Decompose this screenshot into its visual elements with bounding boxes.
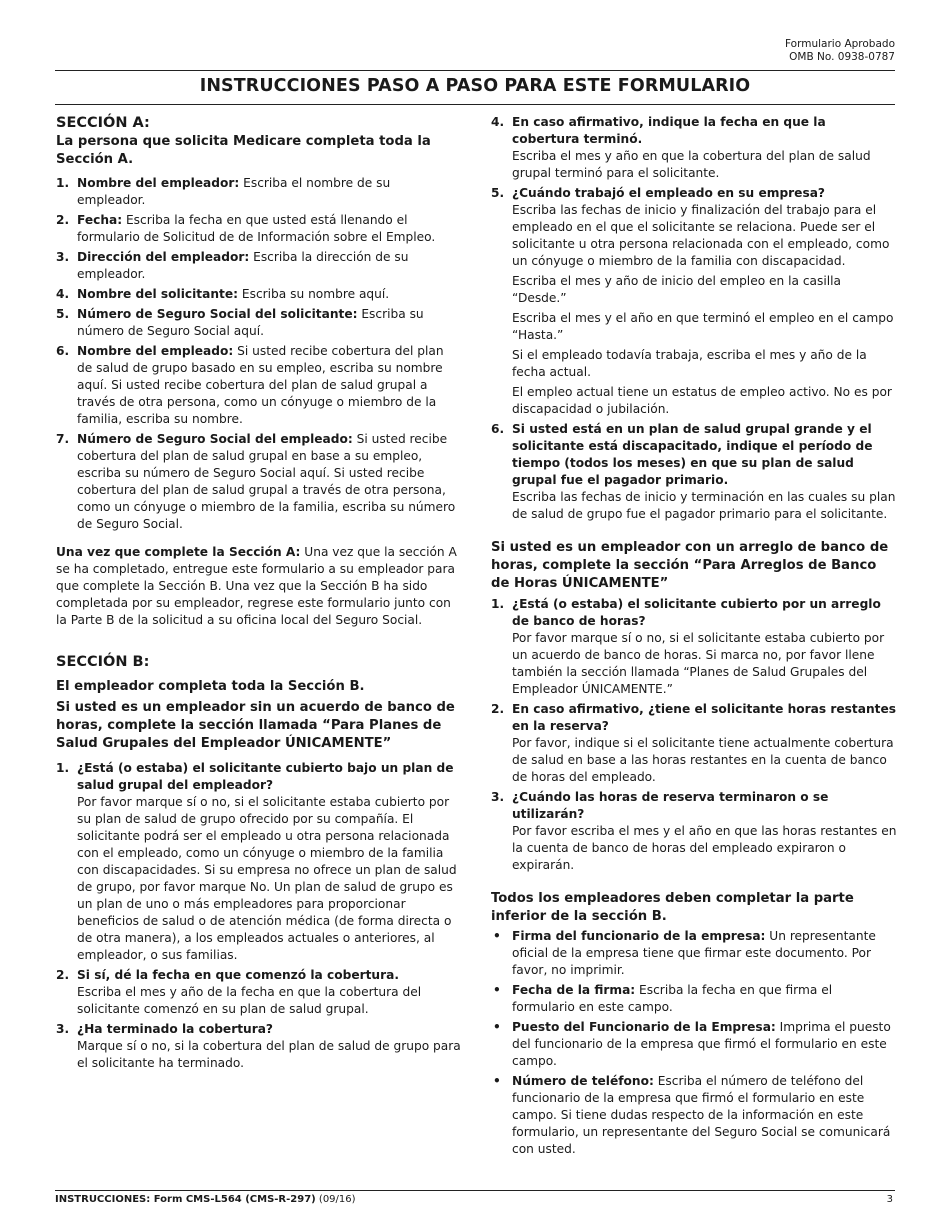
section-a-completion (56, 544, 462, 629)
bullet-text: Escriba el número de teléfono del funcionario de la empresa que firmó el formulario en este campo. Si tiene dudas respecto de la información en este formulario, un representante del Seguro Social se comunicará con usted. (512, 1074, 891, 1156)
omb-number: OMB No. 0938-0787 (789, 51, 895, 63)
item-paragraph: Por favor, indique si el solicitante tiene actualmente cobertura de salud en base a las horas restantes en la cuenta de banco de horas del empleado. (512, 736, 894, 784)
hour-bank-heading: Si usted es un empleador con un arreglo de banco de horas, complete la sección “Para Arreglos de Banco de Horas ÚNICAMENTE” (491, 540, 889, 591)
section-a-list (56, 175, 462, 533)
bullet-icon: • (493, 983, 501, 997)
all-employers-heading: Todos los empleadores deben completar la parte inferior de la sección B. (491, 891, 854, 924)
form-footer (55, 1194, 356, 1205)
item-paragraph: Por favor marque sí o no, si el solicitante estaba cubierto por un acuerdo de banco de horas. Si marca no, por favor llene también la sección llamada “Planes de Salud Grupales del Empleador ÚNICAMENTE.” (512, 631, 885, 696)
list-item (56, 431, 462, 533)
section-b-list (56, 760, 462, 1072)
item-question: ¿Está (o estaba) el solicitante cubierto por un arreglo de banco de horas? (512, 597, 881, 628)
item-number: 6. (491, 422, 505, 436)
item-question: Si usted está en un plan de salud grupal grande y el solicitante está discapacitado, indique el período de tiempo (todos los meses) en que su plan de salud grupal fue el pagador primario. (512, 422, 873, 487)
form-date: (09/16) (315, 1194, 356, 1205)
list-item (56, 343, 462, 428)
item-number: 1. (491, 597, 505, 611)
item-label: Número de Seguro Social del empleado: (77, 432, 353, 446)
bullet-label: Firma del funcionario de la empresa: (512, 929, 766, 943)
item-number: 5. (56, 307, 70, 321)
item-paragraph: Si el empleado todavía trabaja, escriba el mes y año de la fecha actual. (512, 348, 867, 379)
bullet-text: Un representante oficial de la empresa tiene que firmar este documento. Por favor, no imprimir. (512, 929, 876, 977)
item-number: 3. (491, 790, 505, 804)
item-number: 4. (491, 115, 505, 129)
item-text: Escriba el nombre de su empleador. (77, 176, 391, 207)
list-item (56, 306, 462, 340)
item-paragraph: Por favor marque sí o no, si el solicitante estaba cubierto por su plan de salud de grupo ofrecido por su compañía. El solicitante podrá ser el empleado u otra persona relacionada con el empleado, como un cónyuge o miembro de la familia con discapacidades. Si su empresa no ofrece un plan de salud de grupo, por favor marque No. Un plan de salud de grupo es un plan de uno o más empleadores para proporcionar beneficios de salud o de atención médica (de forma directa o de otra manera), a los empleados actuales o anteriores, al empleador, o sus familias. (77, 795, 457, 962)
section-a-intro: La persona que solicita Medicare completa toda la Sección A. (56, 134, 431, 167)
item-number: 1. (56, 176, 70, 190)
top-rule (55, 70, 895, 71)
page-number: 3 (886, 1194, 893, 1205)
hour-bank-list (491, 596, 897, 874)
item-question: ¿Cuándo trabajó el empleado en su empresa? (512, 186, 825, 200)
item-paragraph: Escriba el mes y año en que la cobertura del plan de salud grupal terminó para el solicitante. (512, 149, 871, 180)
right-column (491, 114, 897, 1161)
item-label: Nombre del empleador: (77, 176, 240, 190)
list-item (491, 185, 897, 418)
item-question: En caso afirmativo, indique la fecha en que la cobertura terminó. (512, 115, 826, 146)
item-number: 2. (56, 213, 70, 227)
bullet-text: Escriba la fecha en que firma el formulario en este campo. (512, 983, 833, 1014)
list-item (56, 212, 462, 246)
list-item (491, 421, 897, 523)
item-question: ¿Está (o estaba) el solicitante cubierto bajo un plan de salud grupal del empleador? (77, 761, 454, 792)
list-item (491, 701, 897, 786)
title-rule (55, 104, 895, 105)
list-item (56, 760, 462, 964)
form-id: INSTRUCCIONES: Form CMS-L564 (CMS-R-297) (55, 1194, 316, 1205)
item-question: ¿Ha terminado la cobertura? (77, 1022, 274, 1036)
item-question: Si sí, dé la fecha en que comenzó la cobertura. (77, 968, 399, 982)
bullet-text: Imprima el puesto del funcionario de la empresa que firmó el formulario en este campo. (512, 1020, 891, 1068)
list-item (491, 789, 897, 874)
item-text: Escriba la fecha en que usted está llenando el formulario de Solicitud de de Información sobre el Empleo. (77, 213, 436, 244)
bullet-item (491, 982, 897, 1016)
bullet-label: Número de teléfono: (512, 1074, 654, 1088)
item-label: Nombre del solicitante: (77, 287, 239, 301)
item-label: Número de Seguro Social del solicitante: (77, 307, 358, 321)
section-b-intro: El empleador completa toda la Sección B. (56, 679, 365, 694)
left-column (56, 114, 462, 1075)
item-number: 4. (56, 287, 70, 301)
list-item (56, 175, 462, 209)
omb-approval (785, 38, 895, 64)
completion-text: Una vez que la sección A se ha completado, entregue este formulario a su empleador para que complete la Sección B. Una vez que la Sección B ha sido completada por su empleador, regrese este formulario junto con la Parte B de la solicitud a su oficina local del Seguro Social. (56, 545, 457, 627)
completion-label: Una vez que complete la Sección A: (56, 545, 301, 559)
approval-line: Formulario Aprobado (785, 38, 895, 50)
page-title: INSTRUCCIONES PASO A PASO PARA ESTE FORMULARIO (199, 76, 751, 96)
item-paragraph: Escriba el mes y el año en que terminó el empleo en el campo “Hasta.” (512, 311, 894, 342)
item-number: 2. (56, 968, 70, 982)
bullet-label: Puesto del Funcionario de la Empresa: (512, 1020, 776, 1034)
item-question: En caso afirmativo, ¿tiene el solicitante horas restantes en la reserva? (512, 702, 896, 733)
bullet-item (491, 1019, 897, 1070)
item-question: ¿Cuándo las horas de reserva terminaron o se utilizarán? (512, 790, 829, 821)
item-paragraph: Marque sí o no, si la cobertura del plan de salud de grupo para el solicitante ha terminado. (77, 1039, 461, 1070)
footer-rule (55, 1190, 895, 1191)
section-b-list-continued (491, 114, 897, 523)
item-label: Nombre del empleado: (77, 344, 234, 358)
item-text: Escriba la dirección de su empleador. (77, 250, 409, 281)
item-number: 3. (56, 1022, 70, 1036)
all-employers-list (491, 928, 897, 1158)
item-text: Escriba su número de Seguro Social aquí. (77, 307, 424, 338)
bullet-label: Fecha de la firma: (512, 983, 636, 997)
item-label: Dirección del empleador: (77, 250, 250, 264)
bullet-item (491, 928, 897, 979)
item-paragraph: El empleo actual tiene un estatus de empleo activo. No es por discapacidad o jubilación. (512, 385, 892, 416)
item-paragraph: Por favor escriba el mes y el año en que las horas restantes en la cuenta de banco de horas del empleado expiraron o expirarán. (512, 824, 897, 872)
item-number: 5. (491, 186, 505, 200)
bullet-icon: • (493, 929, 501, 943)
item-number: 3. (56, 250, 70, 264)
list-item (56, 286, 462, 303)
bullet-item (491, 1073, 897, 1158)
item-label: Fecha: (77, 213, 123, 227)
item-text: Si usted recibe cobertura del plan de salud grupal en base a su empleo, escriba su número de Seguro Social aquí. Si usted recibe cobertura del plan de salud grupal a través de otra persona, como un cónyuge o miembro de la familia, escriba su número de Seguro Social. (77, 432, 456, 531)
list-item (56, 967, 462, 1018)
section-b-heading: SECCIÓN B: (56, 654, 150, 670)
bullet-icon: • (493, 1020, 501, 1034)
section-a-heading: SECCIÓN A: (56, 115, 150, 131)
list-item (491, 114, 897, 182)
section-b-group-plan-intro: Si usted es un empleador sin un acuerdo de banco de horas, complete la sección llamada “Para Planes de Salud Grupales del Empleador ÚNICAMENTE” (56, 700, 455, 751)
item-text: Escriba su nombre aquí. (238, 287, 390, 301)
list-item (491, 596, 897, 698)
item-number: 2. (491, 702, 505, 716)
item-number: 7. (56, 432, 70, 446)
item-number: 6. (56, 344, 70, 358)
list-item (56, 1021, 462, 1072)
item-paragraph: Escriba las fechas de inicio y finalización del trabajo para el empleado en el que el solicitante se relaciona. Puede ser el solicitante u otra persona relacionada con el empleado, como un cónyuge o miembro de la familia con discapacidad. (512, 203, 890, 268)
item-paragraph: Escriba el mes y año de inicio del empleo en la casilla “Desde.” (512, 274, 841, 305)
item-paragraph: Escriba el mes y año de la fecha en que la cobertura del solicitante comenzó en su plan de salud grupal. (77, 985, 422, 1016)
list-item (56, 249, 462, 283)
item-paragraph: Escriba las fechas de inicio y terminación en las cuales su plan de salud de grupo fue el pagador primario para el solicitante. (512, 490, 896, 521)
item-number: 1. (56, 761, 70, 775)
item-text: Si usted recibe cobertura del plan de salud de grupo basado en su empleo, escriba su nombre aquí. Si usted recibe cobertura del plan de salud grupal a través de otra persona, como un cónyuge o miembro de la familia, escriba su nombre. (77, 344, 444, 426)
bullet-icon: • (493, 1074, 501, 1088)
